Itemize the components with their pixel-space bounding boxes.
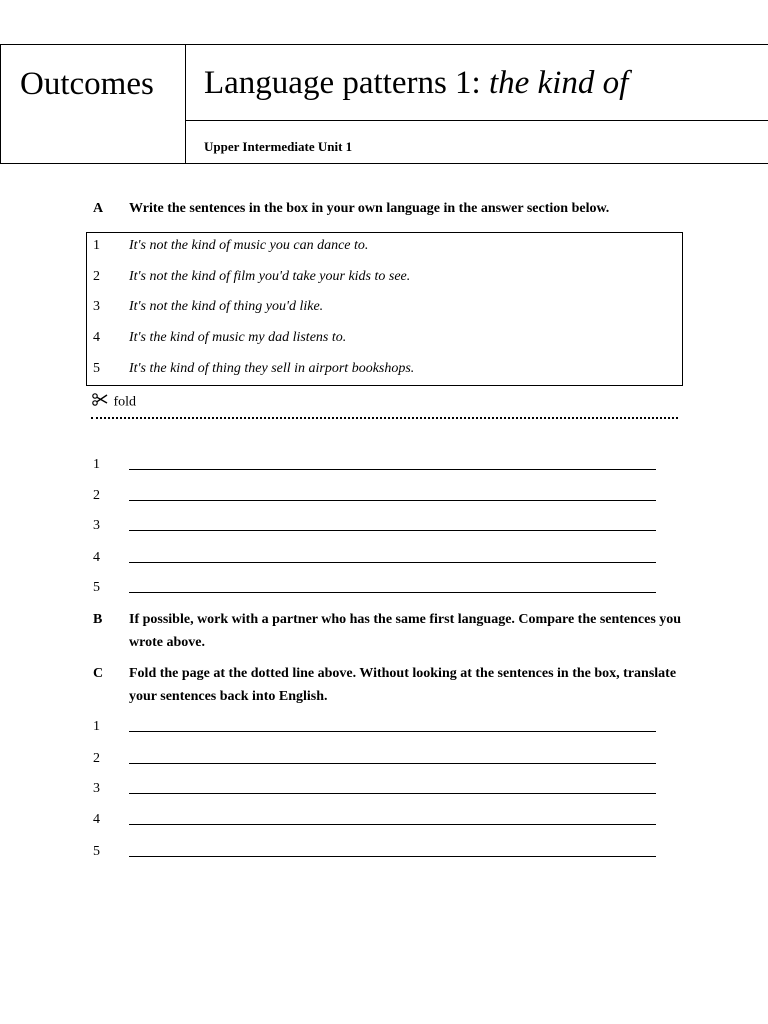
box-item [87,236,682,256]
title-emphasis: the kind of [488,65,629,101]
worksheet-header [0,44,768,164]
answer-line[interactable] [129,500,656,501]
box-item-sentence: It's not the kind of music you can dance to. [129,238,369,253]
brand-cell [0,45,186,163]
box-item-number: 5 [93,361,100,376]
answer-line[interactable] [129,731,656,732]
answer-number: 1 [93,457,100,472]
answer-line[interactable] [129,856,656,857]
box-item-sentence: It's not the kind of thing you'd like. [129,299,324,314]
box-item-sentence: It's not the kind of film you'd take your kids to see. [129,269,411,284]
fold-dotted-line [91,417,678,419]
section-b-instruction: If possible, work with a partner who has the same first language. Compare the sentences you wrote above. [129,612,682,650]
answer-number: 4 [93,812,100,827]
answer-line[interactable] [129,763,656,764]
box-item-number: 3 [93,299,100,314]
box-item-sentence: It's the kind of music my dad listens to. [129,330,347,345]
answer-number: 5 [93,580,100,595]
sentence-box [86,232,683,386]
scissors-icon [92,392,110,413]
box-item-number: 2 [93,269,100,284]
brand-name: Outcomes [20,66,154,102]
box-item [87,328,682,348]
answer-number: 2 [93,751,100,766]
answer-line[interactable] [129,824,656,825]
answer-number: 4 [93,550,100,565]
section-a-instruction: Write the sentences in the box in your own language in the answer section below. [129,201,610,216]
answer-number: 5 [93,844,100,859]
section-c-letter: C [93,666,104,681]
box-item [87,267,682,287]
answer-line[interactable] [129,530,656,531]
section-b-letter: B [93,612,103,627]
box-item-sentence: It's the kind of thing they sell in airport bookshops. [129,361,415,376]
unit-label: Upper Intermediate Unit 1 [204,139,353,154]
answer-number: 3 [93,518,100,533]
box-item [87,359,682,379]
worksheet-title [204,63,628,103]
answer-line[interactable] [129,793,656,794]
section-c-instruction: Fold the page at the dotted line above. Without looking at the sentences in the box, translate your sentences back into English. [129,666,677,704]
answer-line[interactable] [129,469,656,470]
answer-number: 3 [93,781,100,796]
fold-label: fold [113,394,137,410]
answer-number: 2 [93,488,100,503]
title-main: Language patterns 1: [204,65,489,101]
fold-marker [92,392,136,412]
box-item [87,297,682,317]
answer-line[interactable] [129,562,656,563]
answer-line[interactable] [129,592,656,593]
box-item-number: 1 [93,238,100,253]
title-cell [186,45,768,121]
box-item-number: 4 [93,330,100,345]
answer-number: 1 [93,719,100,734]
section-a-letter: A [93,201,104,216]
